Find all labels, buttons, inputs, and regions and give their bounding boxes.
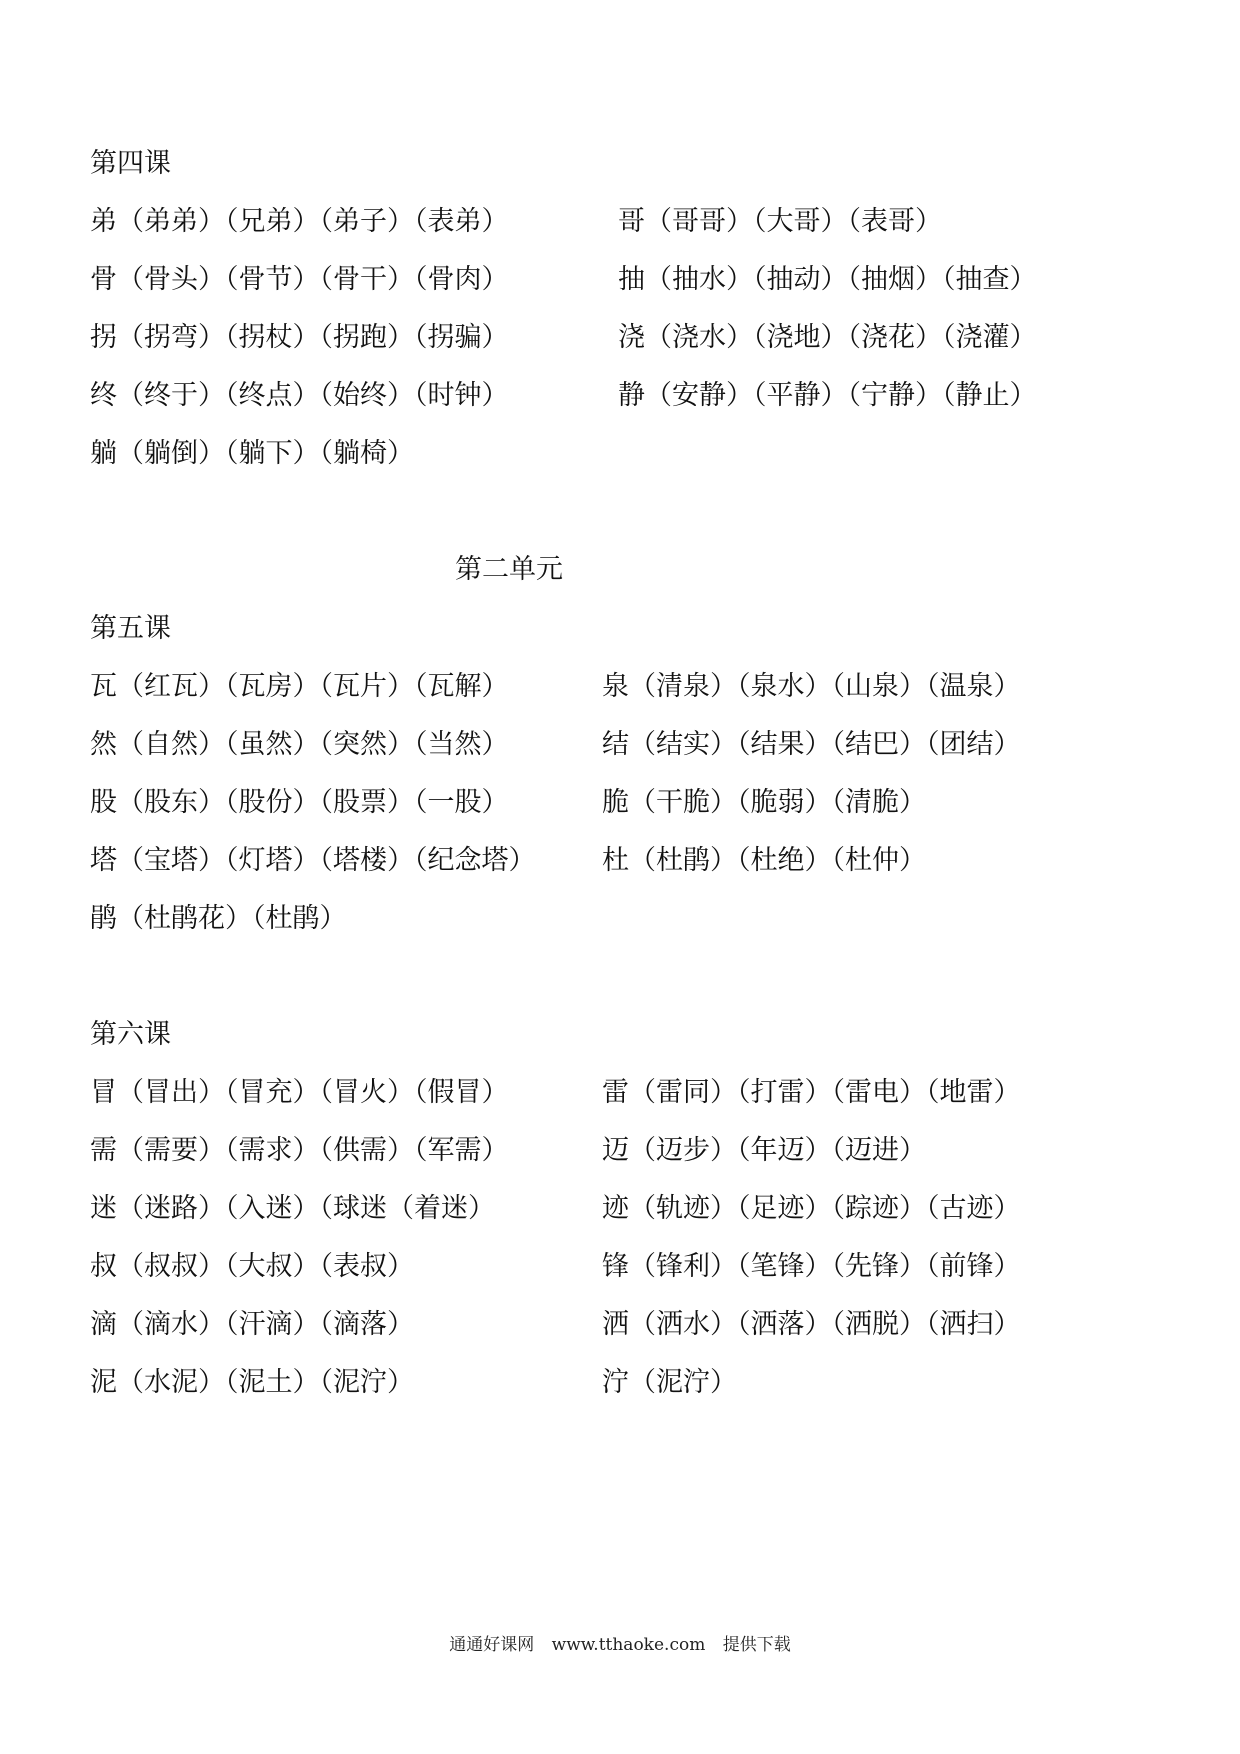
word-line: 拐（拐弯）（拐杖）（拐跑）（拐骗）	[90, 322, 509, 353]
word-line: 弟（弟弟）（兄弟）（弟子）（表弟）	[90, 206, 509, 237]
word-line: 杜（杜鹃）（杜绝）（杜仲）	[602, 845, 926, 876]
word-line: 结（结实）（结果）（结巴）（团结）	[602, 729, 1021, 760]
word-line: 锋（锋利）（笔锋）（先锋）（前锋）	[602, 1251, 1021, 1282]
word-line: 脆（干脆）（脆弱）（清脆）	[602, 787, 926, 818]
word-line: 洒（洒水）（洒落）（洒脱）（洒扫）	[602, 1309, 1021, 1340]
word-line: 需（需要）（需求）（供需）（军需）	[90, 1135, 509, 1166]
lesson-4-title: 第四课	[90, 148, 171, 179]
word-line: 鹃（杜鹃花）（杜鹃）	[90, 903, 347, 934]
word-line: 躺（躺倒）（躺下）（躺椅）	[90, 438, 414, 469]
word-line: 骨（骨头）（骨节）（骨干）（骨肉）	[90, 264, 509, 295]
word-line: 雷（雷同）（打雷）（雷电）（地雷）	[602, 1077, 1021, 1108]
word-line: 然（自然）（虽然）（突然）（当然）	[90, 729, 509, 760]
footer-site-name: 通通好课网	[449, 1635, 535, 1655]
page-footer	[0, 1634, 1240, 1656]
word-line: 泉（清泉）（泉水）（山泉）（温泉）	[602, 671, 1021, 702]
footer-suffix: 提供下载	[722, 1635, 791, 1655]
word-line: 迷（迷路）（入迷）（球迷（着迷）	[90, 1193, 495, 1224]
word-line: 静（安静）（平静）（宁静）（静止）	[618, 380, 1037, 411]
word-line: 哥（哥哥）（大哥）（表哥）	[618, 206, 942, 237]
word-line: 泞（泥泞）	[602, 1367, 737, 1398]
footer-url: www.tthaoke.com	[551, 1635, 706, 1655]
word-line: 迈（迈步）（年迈）（迈进）	[602, 1135, 926, 1166]
word-line: 塔（宝塔）（灯塔）（塔楼）（纪念塔）	[90, 845, 536, 876]
word-line: 瓦（红瓦）（瓦房）（瓦片）（瓦解）	[90, 671, 509, 702]
word-line: 股（股东）（股份）（股票）（一股）	[90, 787, 509, 818]
word-line: 迹（轨迹）（足迹）（踪迹）（古迹）	[602, 1193, 1021, 1224]
word-line: 浇（浇水）（浇地）（浇花）（浇灌）	[618, 322, 1037, 353]
word-line: 终（终于）（终点）（始终）（时钟）	[90, 380, 509, 411]
unit-2-title: 第二单元	[455, 554, 563, 585]
lesson-5-title: 第五课	[90, 613, 171, 644]
word-line: 抽（抽水）（抽动）（抽烟）（抽查）	[618, 264, 1037, 295]
word-line: 滴（滴水）（汗滴）（滴落）	[90, 1309, 414, 1340]
word-line: 叔（叔叔）（大叔）（表叔）	[90, 1251, 414, 1282]
word-line: 泥（水泥）（泥土）（泥泞）	[90, 1367, 414, 1398]
word-line: 冒（冒出）（冒充）（冒火）（假冒）	[90, 1077, 509, 1108]
lesson-6-title: 第六课	[90, 1019, 171, 1050]
